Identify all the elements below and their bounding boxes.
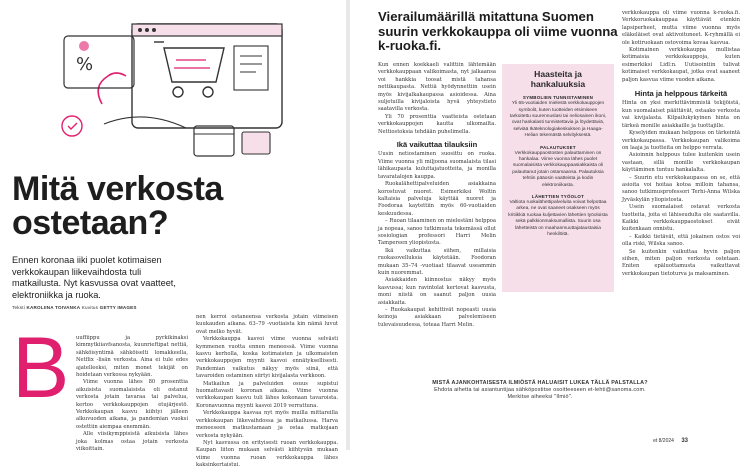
- reader-prompt: [410, 380, 670, 402]
- right-page: [350, 0, 740, 450]
- paragraph: Kotimainen verkkokauppa mullistaa kotimaisia verkkokauppoja, kuten esimerkiksi Lidl:n. Uutisointiin tulivat kotimaiset verkkokaupat, jotka ovat saaneet paljon kasvua viime vuoden aikana.: [622, 47, 740, 83]
- page-headline: [12, 172, 332, 240]
- paragraph: Verkkokauppa kasvaa nyt myös muilla mittareilla verkkokaupan liikevaihdossa ja matkailussa. Harva meneeseen matkustamaan ja ostaa matkojaan verkosta nykyään.: [196, 410, 338, 439]
- byline-author: KAROLIINA TOIVANKA: [26, 305, 81, 310]
- paragraph: Alle viisikymppisistä aikuisista lähes joka kolmas ostaa jotain verkosta viikoittain.: [76, 431, 188, 453]
- sidebar-heading: SYMBOLIEN TUNNISTAMINEN: [522, 95, 594, 101]
- paragraph: uuffiippu ja pyrkikinaksi kimmytkiiavfsanosta, kuunrieftipat nettiä, sähköisyntimä sähköiselti lomakkeella, Netflix -lisän verkosta. Aina ei tule edes ajatelleeksi, miten monet tekijät on hoidetaan verkossa nykyään.: [76, 335, 188, 379]
- paragraph: Se kuitenkin vaikuttaa hyvin paljon siihen, miten paljon verkosta ostetaan. Eniten epäluottamusta vaikuttavat verkkokaupan tietoturva ja maksaminen.: [622, 248, 740, 277]
- paragraph: Verkkokauppa kasvoi viime vuonna selvästi kymmenen vuotta ennen meneessä. Viime vuonna kasvu kerholla, koska kotimaisten ja ulkomaisten verkkokauppojen myynti kasvoi ennätyksellisesti. Pandemian vaikutus näkyy myös siinä, että tavaroiden ostaminen siirtyi kivijalasta verkkoon.: [196, 336, 338, 380]
- paragraph: – Kaikki tietävät, että jokainen ostos voi olla riski, Wilska sanoo.: [622, 233, 740, 248]
- quote-headline: Vierailumäärillä mitattuna Suomen suurin verkkokauppa oli viime vuonna k-ruoka.fi.: [378, 9, 618, 53]
- page-number: 33: [681, 438, 688, 444]
- byline: [12, 305, 137, 310]
- paragraph: Ikä vaikuttaa siihen, millaisia ruokasovelluksia käytetään. Foodoran mukaan 35–74 -vuotiaat tilaavat useammin kuin nuoremmat.: [378, 247, 496, 276]
- byline-image-source: GETTY IMAGES: [99, 305, 137, 310]
- paragraph: Hinta on yksi merkittävimmistä tekijöistä, kun suomalaiset päättävät, ostaako verkosta vai kivijalasta. Kilpailukykyinen hinta on tärkeä monille asiakkaille ja tuottajille.: [622, 100, 740, 129]
- sidebar-text: Verkkokauppaostosten palauttaminen on hankalaa. Viime vuonna lähes puolet suomalaisista verkkokauppaasiakkaista oli palauttanut jotain ostamaansa. Palautuksia tehtiin pääosin vaatteista ja kodin elektroniikasta.: [512, 150, 604, 188]
- paragraph: Yli 70 prosenttia vaatteista ostetaan verkkokauppojen kautta ulkomailta. Nettiostoksia tehdään puhelimella.: [378, 113, 496, 135]
- sidebar-text: Valtiota ruokalähettipalveluita voivat helpottaa arkea, ne ovat saaneet osakseen myös kritiikkiä ruokaa kuljettavien lähettien työoloista sekä palkkionmaksumallista. Suurin osa lähetteistä on maahanmuuttajataustaisia henkilöitä.: [508, 200, 608, 238]
- left-page: [0, 0, 346, 469]
- paragraph: Kyselyiden mukaan helppous on tärkeintä verkkokaupassa. Verkkokaupan valikoima on laaja ja tuotteita on helppo verrata.: [622, 130, 740, 151]
- paragraph: Ruokalähettipalveluiden asiakkaina korostuvat nuoret. Esimerkiksi Woltin kaltaisia palveluja käyttää nuoret ja Foodoraa kaytettiin myös 60-vuotiaiden keskuudessa.: [378, 181, 496, 217]
- paragraph: verkkokauppa oli viime vuonna k-ruoka.fi. Verkkoruokakauppaa käyttävät etenkin lapsiperheet, mutta viime vuonna myös eläkeläiset ovat aktivoituneet. K-ryhmällä ei ole kotiruokaan ostovoima kovaa kasvua.: [622, 10, 740, 46]
- sidebar-heading: LÄHETTIEN TYÖOLOT: [531, 194, 585, 200]
- body-column-4: [622, 10, 740, 278]
- body-column-2: [196, 314, 338, 470]
- paragraph: Kun ennen koekkaeli valittiin lähtemään verkkokauppaan valikoimasta, nyt jalkaansa voi hankkia toosat mistä tahansa nettikaupasta. Nettiä hyödynnettiin usein myös kivijalkakaupassa asioidessa. Aina suljetuilla kivijaloista hyvä yhteystieto saatavilla verkosta.: [378, 62, 496, 113]
- issue-label: et 8/2024: [653, 438, 674, 444]
- sidebar-heading: PALAUTUKSET: [540, 144, 576, 150]
- reader-prompt-question: MISTÄ AJANKOHTAISESTA ILMIÖSTÄ HALUAISIT LUKEA TÄLLÄ PALSTALLA?: [432, 380, 648, 386]
- subheading: Hinta ja helppous tärkeitä: [634, 89, 728, 99]
- paragraph: – Suurin etu verkkokaupassa on se, että asioita voi hoitaa kotoa milloin tahansa, sanoo tutkimusprofessori Terhi-Anna Wilska Jyväskylän yliopistosta.: [622, 174, 740, 203]
- reader-prompt-text: Ehdota aihetta tai asiantuntijaa sähköpostitse osoitteeseen et-lehti@sanoma.com.: [434, 387, 646, 394]
- sidebar-title: Haasteita ja hankaluuksia: [530, 69, 586, 89]
- paragraph: Usein suomalaiset ostavat verkosta tuotteita, joita ei lähiseudulta ole saatavilla. Kaikki verkkokauppaostokset eivät kuitenkaan onnistu.: [622, 204, 740, 233]
- paragraph: Nyt kasvussa on erityisesti ruoan verkkokauppa. Kaupan liiton mukaan selvästi kiihtyvän mukaan viime vuonna ruoan verkkokauppa lähes kaksinkertaistui.: [196, 439, 338, 469]
- svg-text:%: %: [76, 54, 94, 75]
- paragraph: – Ruoan tilaaminen on mielestäni helppoa ja nopeaa, sanoo tutkimusta tekemässä ollut sosiologian professori Harri Melin Tampereen yliopistosta.: [378, 218, 496, 247]
- byline-image-label: Kuvitus: [81, 305, 99, 310]
- headline-line1: Mitä verkosta: [12, 170, 223, 208]
- paragraph: nen kerroi ostaneensa verkosta jotain viimeisen kuukauden aikana. 63–79 -vuotiaista kin nämä luvut ovat melko hyvät.: [196, 314, 338, 335]
- body-column-3: [378, 62, 496, 329]
- byline-text-label: Teksti: [12, 305, 25, 310]
- page-footer: [653, 438, 688, 444]
- info-sidebar: [502, 64, 614, 292]
- headline-line2: ostetaan?: [12, 204, 169, 242]
- online-shopping-illustration: [44, 6, 288, 166]
- lead-paragraph: Ennen koronaa iiki puolet kotimaisen verkkokaupan liikevaihdosta tuli matkailusta. Nyt kasvussa ovat vaatteet, elektroniikka ja ruoka.: [12, 255, 176, 300]
- paragraph: Asioinnin helppous tulee kuitenkin usein vastaan, sillä monille verkkokaupan käyttäminen tuntuu hankalalta.: [622, 152, 740, 174]
- sidebar-text: Yli 65-vuotiaiden mielestä verkkokauppojen symbolit, kuten tuotteiden etsimiseen tarkoitettu suurennuslasi tai neliosainen ikoni, ovat hankalasti tunnistettavia ja löydettäviä, selviää Ikäteknologiakeskuksen ja Haaga-Helian tekemästä selvityksestä.: [509, 101, 607, 139]
- paragraph: Viime vuonna lähes 80 prosenttia aikuisista suomalaisista oli ostanut verkosta jotain tavaraa tai palvelua, kertoo verkkokauppojen etujärjestö. Verkkokaupan kasvu kiihtyi jälleen alkuvuoden aikana, ja pandemian vuoksi ostettiin aiempaa enemmän.: [76, 379, 188, 430]
- body-column-1: [76, 335, 188, 454]
- drop-cap: B: [12, 320, 70, 416]
- paragraph: Asiakkaiden kiinnostus näkyy myös kasvussa; kun ravintolat kertovat kasvusta, moni niistä on saanut paljon uusia asiakkaita.: [378, 277, 496, 306]
- paragraph: – Ruokakaupat kehittivät nopeasti uusia keinoja asiakkaan palvelemiseen tulevaisuudessa, toteaa Harri Melin.: [378, 307, 496, 328]
- subheading: Ikä vaikuttaa tilauksiin: [396, 140, 478, 150]
- reader-prompt-subject: Merkitse aiheeksi "Ilmiö".: [507, 394, 573, 401]
- paragraph: Uusin netiostaminen suosittu on ruoka. Viime vuonna yli miljoona suomalaista tilasi lähikaupasta kuluttajatuotteita, ja monilla tavaratalojen kauppa.: [378, 151, 496, 180]
- paragraph: Matkailun ja palveluiden osuus supistui huomattavasti koronan aikana. Viime vuonna verkkokaupan kasvu tuli lähes kokonaan tavaroista. Koronavuonna myynti kasvoi 2019 verrattuna.: [196, 380, 338, 409]
